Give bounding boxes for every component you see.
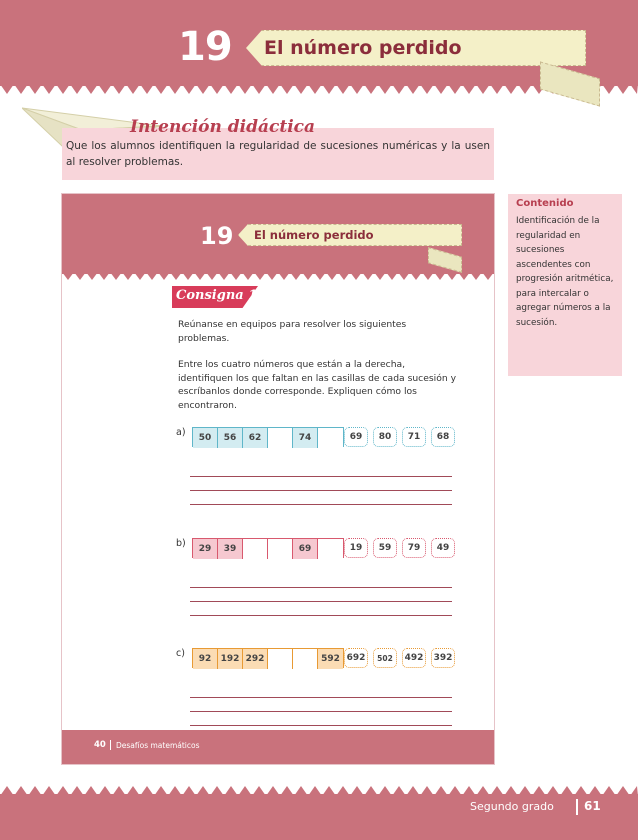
answer-line[interactable] [190, 490, 452, 491]
item-a-label: a) [176, 427, 186, 438]
sequence-blank-cell[interactable] [318, 539, 343, 559]
sequence-cell: 39 [218, 539, 243, 559]
option-chip[interactable]: 59 [373, 538, 397, 558]
instructions-paragraph-2: Entre los cuatro números que están a la derecha, identifiquen los que faltan en las casillas de cada sucesión y escríbanlos donde corresponde. Expliquen cómo los encontraron. [178, 359, 457, 411]
option-chip[interactable]: 79 [402, 538, 426, 558]
footer-divider [110, 740, 111, 750]
item-b-label: b) [176, 538, 186, 549]
sequence-blank-cell[interactable] [268, 649, 293, 669]
option-chip[interactable]: 492 [402, 648, 426, 668]
options-c [344, 648, 455, 668]
instructions-paragraph-1: Reúnanse en equipos para resolver los siguientes problemas. [178, 319, 407, 344]
contenido-title: Contenido [516, 198, 574, 209]
answer-line[interactable] [190, 601, 452, 602]
item-c-label: c) [176, 648, 185, 659]
answer-line[interactable] [190, 725, 452, 726]
student-lesson-title: El número perdido [254, 228, 374, 242]
sequence-cell: 292 [243, 649, 268, 669]
contenido-text: Identificación de la regularidad en sucesiones ascendentes con progresión aritmética, para intercalar o agregar números a la sucesión. [516, 216, 614, 328]
page-number: 61 [584, 799, 601, 813]
options-b [344, 538, 455, 558]
student-lesson-number: 19 [200, 222, 234, 250]
consigna-label: Consigna 1 [176, 288, 258, 303]
sequence-blank-cell[interactable] [318, 428, 343, 448]
sequence-c [192, 648, 344, 668]
option-chip[interactable]: 502 [373, 648, 397, 668]
sequence-cell: 74 [293, 428, 318, 448]
sequence-cell: 50 [193, 428, 218, 448]
sequence-cell: 56 [218, 428, 243, 448]
student-footer-text: Desafíos matemáticos [116, 741, 200, 750]
options-a [344, 427, 455, 447]
option-chip[interactable]: 392 [431, 648, 455, 668]
option-chip[interactable]: 19 [344, 538, 368, 558]
answer-line[interactable] [190, 615, 452, 616]
option-chip[interactable]: 80 [373, 427, 397, 447]
option-chip[interactable]: 49 [431, 538, 455, 558]
lesson-title: El número perdido [264, 37, 462, 59]
sequence-blank-cell[interactable] [268, 428, 293, 448]
sequence-a [192, 427, 344, 447]
answer-line[interactable] [190, 504, 452, 505]
sequence-cell: 62 [243, 428, 268, 448]
sequence-cell: 592 [318, 649, 343, 669]
sequence-cell: 92 [193, 649, 218, 669]
student-page-number: 40 [94, 740, 106, 750]
sequence-cell: 192 [218, 649, 243, 669]
grade-label: Segundo grado [470, 800, 554, 813]
answer-line[interactable] [190, 587, 452, 588]
answer-line[interactable] [190, 697, 452, 698]
intencion-title: Intención didáctica [130, 117, 316, 137]
sequence-blank-cell[interactable] [293, 649, 318, 669]
option-chip[interactable]: 68 [431, 427, 455, 447]
sequence-blank-cell[interactable] [243, 539, 268, 559]
option-chip[interactable]: 71 [402, 427, 426, 447]
sequence-cell: 29 [193, 539, 218, 559]
intencion-text: Que los alumnos identifiquen la regularidad de sucesiones numéricas y la usen al resolver problemas. [66, 140, 490, 168]
sequence-blank-cell[interactable] [268, 539, 293, 559]
footer-divider [576, 799, 578, 815]
lesson-number: 19 [178, 24, 232, 70]
answer-line[interactable] [190, 476, 452, 477]
answer-line[interactable] [190, 711, 452, 712]
student-zigzag-edge [62, 272, 494, 280]
sequence-cell: 69 [293, 539, 318, 559]
option-chip[interactable]: 692 [344, 648, 368, 668]
option-chip[interactable]: 69 [344, 427, 368, 447]
sequence-b [192, 538, 344, 558]
